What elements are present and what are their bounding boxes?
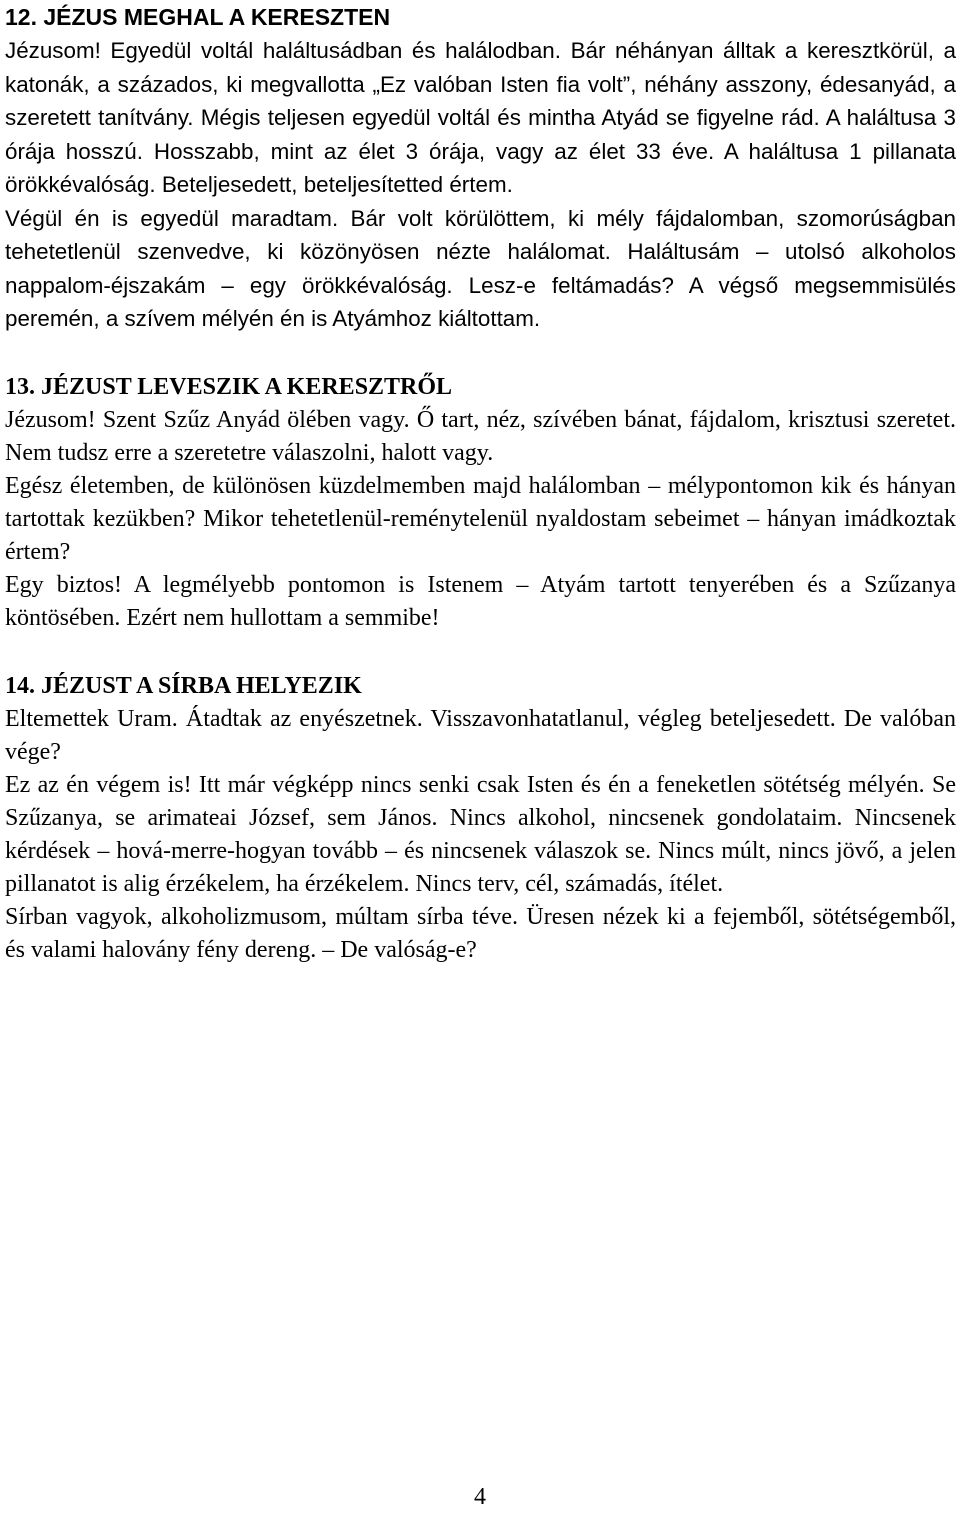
section-paragraph: Egy biztos! A legmélyebb pontomon is Istenem – Atyám tartott tenyerében és a Szűzanya köntösében. Ezért nem hullottam a semmibe! <box>5 571 956 631</box>
page-number: 4 <box>474 1484 486 1510</box>
section-paragraph: Egész életemben, de különösen küzdelmemben majd halálomban – mélypontomon kik és hányan tartottak kezükben? Mikor tehetetlenül-reménytelenül nyaldostam sebeimet – hányan imádkoztak értem? <box>5 472 956 565</box>
section-gap <box>5 336 956 370</box>
section-12 <box>5 0 956 336</box>
section-13 <box>5 370 956 635</box>
section-heading: 12. JÉZUS MEGHAL A KERESZTEN <box>5 4 391 30</box>
section-gap <box>5 635 956 669</box>
section-paragraph: Eltemettek Uram. Átadtak az enyészetnek. Visszavonhatatlanul, végleg beteljesedett. De valóban vége? <box>5 705 956 765</box>
section-paragraph: Végül én is egyedül maradtam. Bár volt körülöttem, ki mély fájdalomban, szomorúságban tehetetlenül szenvedve, ki közönyösen nézte halálomat. Haláltusám – utolsó alkoholos nappalom-éjszakám – egy örökkévalóság. Lesz-e feltámadás? A végső megsemmisülés peremén, a szívem mélyén én is Atyámhoz kiáltottam. <box>5 205 956 331</box>
section-heading: 13. JÉZUST LEVESZIK A KERESZTRŐL <box>5 373 453 400</box>
section-heading: 14. JÉZUST A SÍRBA HELYEZIK <box>5 672 362 699</box>
section-paragraph: Sírban vagyok, alkoholizmusom, múltam sírba téve. Üresen nézek ki a fejemből, sötétségemből, és valami halovány fény dereng. – De valóság-e? <box>5 903 956 963</box>
section-14 <box>5 669 956 967</box>
section-paragraph: Jézusom! Egyedül voltál haláltusádban és halálodban. Bár néhányan álltak a keresztkörül, a katonák, a százados, ki megvallotta „Ez valóban Isten fia volt”, néhány asszony, édesanyád, a szeretett tanítvány. Mégis teljesen egyedül voltál és mintha Atyád se figyelne rád. A haláltusa 3 órája hosszú. Hosszabb, mint az élet 3 órája, vagy az élet 33 éve. A haláltusa 1 pillanata örökkévalóság. Beteljesedett, beteljesítetted értem. <box>5 38 956 197</box>
section-paragraph: Jézusom! Szent Szűz Anyád ölében vagy. Ő tart, néz, szívében bánat, fájdalom, krisztusi szeretet. Nem tudsz erre a szeretetre válaszolni, halott vagy. <box>5 406 956 466</box>
section-paragraph: Ez az én végem is! Itt már végképp nincs senki csak Isten és én a feneketlen sötétség mélyén. Se Szűzanya, se arimateai József, sem János. Nincs alkohol, nincsenek gondolataim. Nincsenek kérdések – hová-merre-hogyan tovább – és nincsenek válaszok se. Nincs múlt, nincs jövő, a jelen pillanatot is alig érzékelem, ha érzékelem. Nincs terv, cél, számadás, ítélet. <box>5 771 956 897</box>
document-page <box>5 0 956 967</box>
